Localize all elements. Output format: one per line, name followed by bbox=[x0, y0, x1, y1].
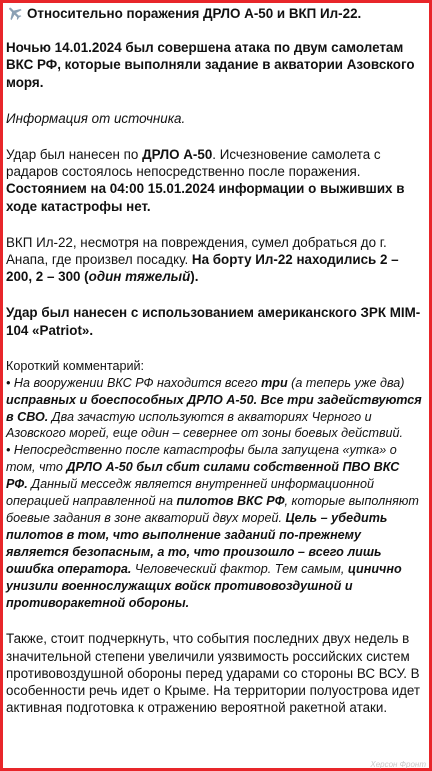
text-bold: цинично унизили военнослужащих войск противовоздушной и противоракетной обороны. bbox=[6, 561, 402, 610]
text-segment: , которые выполняют боевые задания в зоне акваторий двух морей. bbox=[6, 494, 419, 525]
text-bold: Цель – убедить пилотов в том, что выполнение заданий по-прежнему является безопасным, а то, что произошло – всего лишь ошибка оператора. bbox=[6, 511, 388, 576]
paragraph-conclusion: Также, стоит подчеркнуть, что события последних двух недель в значительной степени увеличили уязвимость российских систем противовоздушной обороны перед ударами со стороны ВС ВСУ. В особенности речь идет о Крыме. На территории полуострова идет активная подготовка к отражению вероятной ракетной атаки. bbox=[6, 631, 421, 716]
text-segment: Данный месседж является внутренней информационной операцией направленной на bbox=[6, 477, 374, 509]
text-segment: • Непосредственно после катастрофы была запущена «утка» о том, что bbox=[6, 443, 397, 475]
text-segment: . Исчезновение самолета с радаров состоялось непосредственно после поражения. bbox=[6, 147, 381, 180]
commentary bbox=[6, 358, 424, 612]
paragraph-attack: Ночью 14.01.2024 был совершена атака по двум самолетам ВКС РФ, которые выполняли задание в акватории Азовского моря. bbox=[6, 40, 415, 90]
paragraph-il22 bbox=[6, 234, 424, 286]
post-body bbox=[6, 4, 424, 716]
text-segment: ВКП Ил-22, несмотря на повреждения, сумел добраться до г. Анапа, где произвел посадку. bbox=[6, 234, 387, 268]
text-segment: (а теперь уже два) bbox=[287, 375, 405, 390]
text-bold: три bbox=[261, 375, 288, 390]
text-segment: Человеческий фактор. Тем самым, bbox=[131, 561, 348, 576]
text-segment: Удар был нанесен по bbox=[6, 147, 143, 163]
commentary-heading: Короткий комментарий: bbox=[6, 358, 145, 373]
text-bold: Состоянием на 04:00 15.01.2024 информации о выживших в ходе катастрофы нет. bbox=[6, 181, 405, 214]
text-bold: На борту Ил-22 находились 2 – 200, 2 – 300 ( bbox=[6, 252, 399, 285]
text-segment: • На вооружении ВКС РФ находится всего bbox=[6, 375, 262, 390]
paragraph-a50 bbox=[6, 146, 424, 215]
watermark: Херсон Фронт bbox=[370, 760, 426, 769]
commentary-bullet-1 bbox=[6, 375, 424, 443]
post-title-row bbox=[6, 5, 424, 22]
text-bold: ДРЛО А-50 был сбит силами собственной ПВО ВКС РФ. bbox=[6, 460, 400, 492]
text-segment: Два зачастую используются в акваториях Черного и Азовского морей, еще один – севернее от зоны боевых действий. bbox=[6, 409, 404, 441]
text-bold: ). bbox=[190, 269, 199, 285]
text-bold: ДРЛО А-50 bbox=[142, 147, 213, 163]
airplane-icon bbox=[6, 4, 24, 22]
text-bold-italic: один тяжелый bbox=[88, 269, 191, 285]
paragraph-patriot: Удар был нанесен с использованием американского ЗРК MIM-104 «Patriot». bbox=[6, 305, 421, 338]
post-title: Относительно поражения ДРЛО А-50 и ВКП Ил-22. bbox=[27, 6, 362, 21]
text-bold: пилотов ВКС РФ bbox=[176, 494, 285, 509]
paragraph-source: Информация от источника. bbox=[6, 110, 186, 126]
commentary-bullet-2 bbox=[6, 442, 424, 611]
text-bold: исправных и боеспособных ДРЛО А-50. Все три задействуются в СВО. bbox=[6, 392, 422, 424]
